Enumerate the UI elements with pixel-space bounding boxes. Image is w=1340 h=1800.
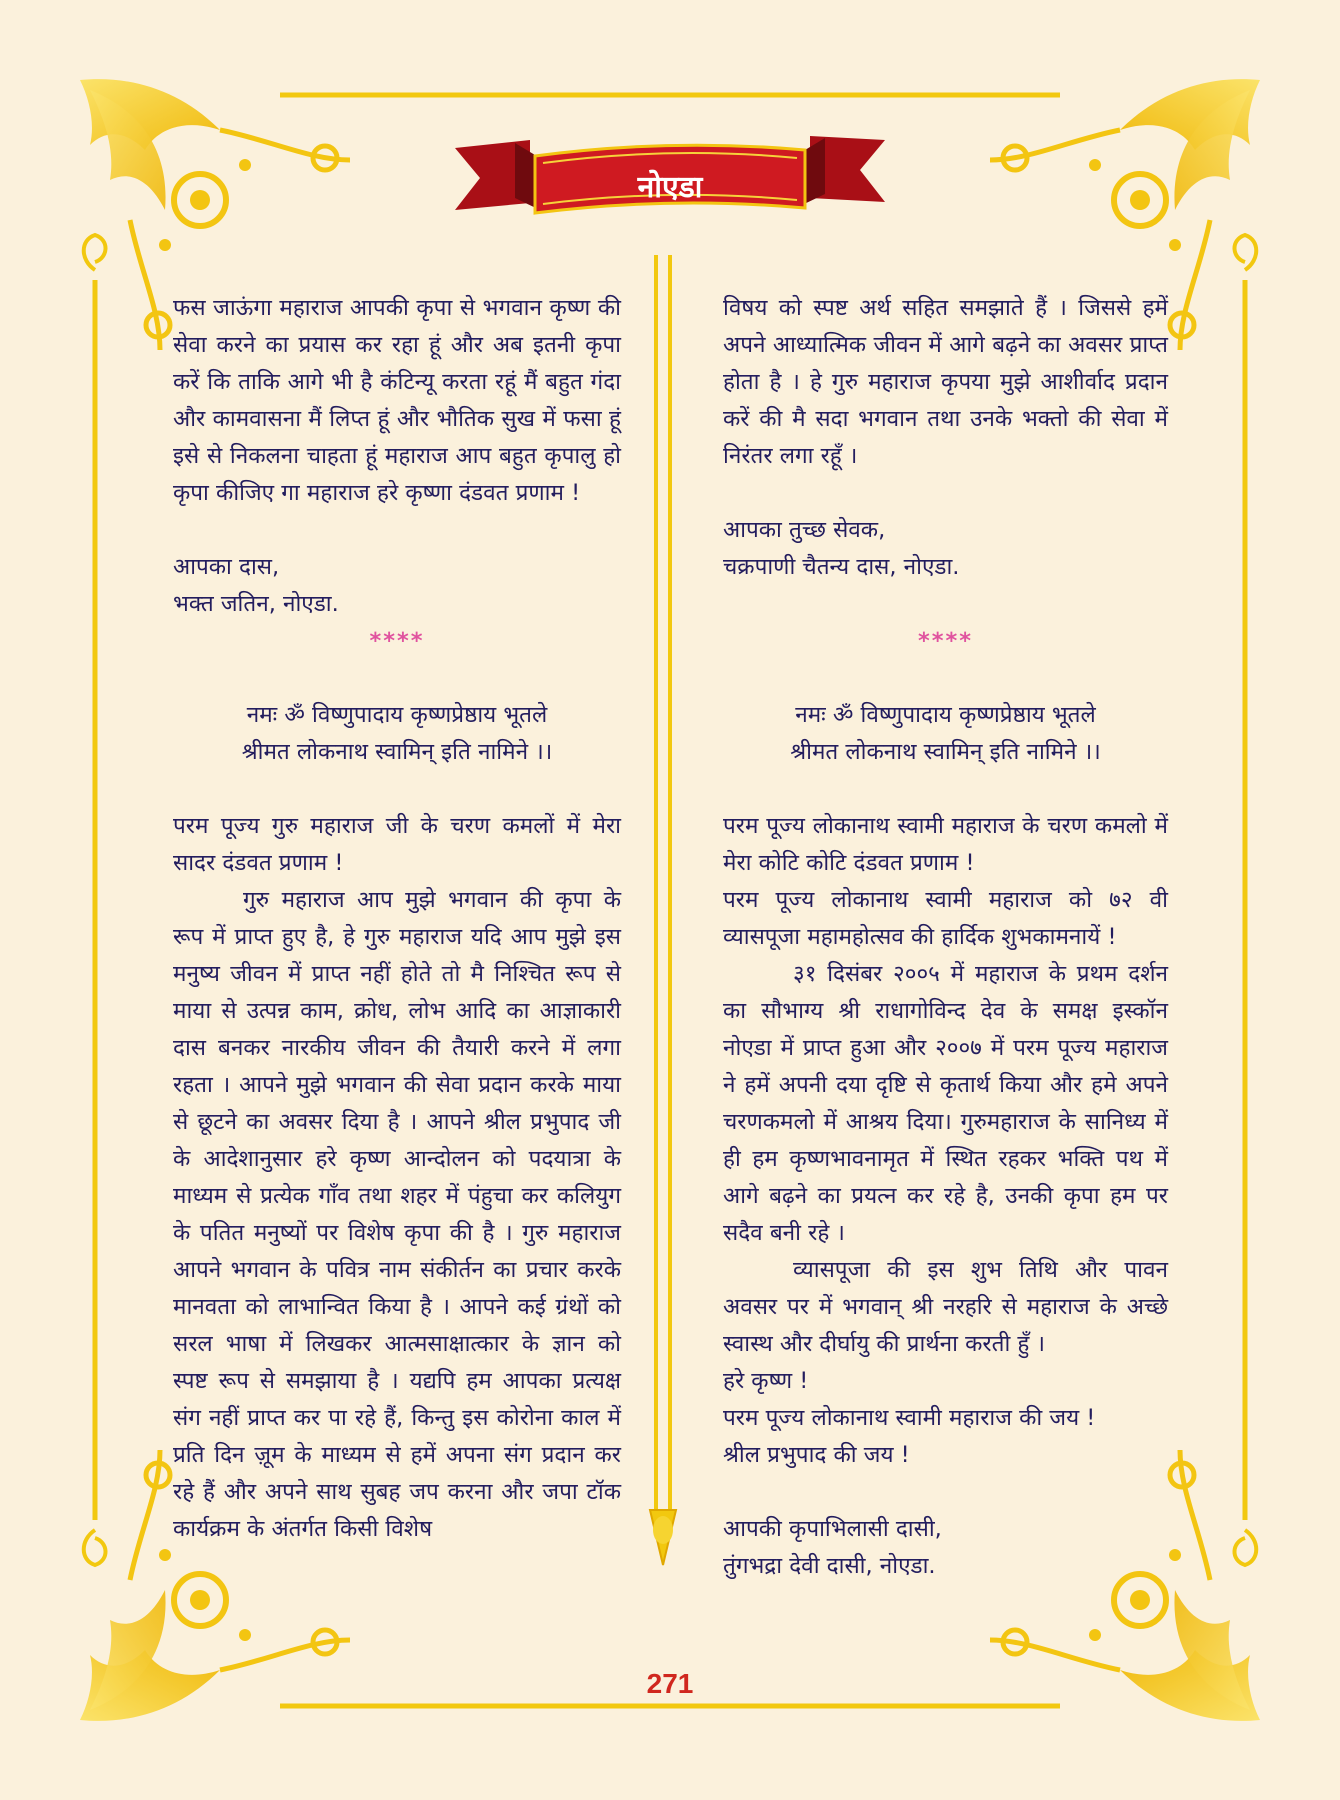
mantra-line-2: श्रीमत लोकनाथ स्वामिन् इति नामिने ।। xyxy=(241,739,553,765)
page-number: 271 xyxy=(646,1668,694,1699)
letter3-signature: तुंगभद्रा देवी दासी, नोएडा. xyxy=(723,1553,936,1579)
letter1-body: फस जाऊंगा महाराज आपकी कृपा से भगवान कृष्ण की सेवा करने का प्रयास कर रहा हूं और अब इतनी कृपा करें कि ताकि आगे भी है कंटिन्यू करता रहूं मैं बहुत गंदा और कामवासना मैं लिप्त हूं और भौतिक सुख में फसा हूं इसे से निकलना चाहता हूं महाराज आप बहुत कृपालु हो कृपा कीजिए गा महाराज हरे कृष्णा दंडवत प्रणाम ! xyxy=(173,295,621,506)
letter2-closing: आपका तुच्छ सेवक, xyxy=(723,517,886,543)
letter3-line-2: परम पूज्य लोकानाथ स्वामी महाराज को ७२ वी व्यासपूजा महामहोत्सव की हार्दिक शुभकामनायें ! xyxy=(723,887,1168,950)
separator-stars: **** xyxy=(369,628,425,654)
letter3-closing: आपकी कृपाभिलासी दासी, xyxy=(723,1516,942,1542)
letter3-jai-1: परम पूज्य लोकानाथ स्वामी महाराज की जय ! xyxy=(723,1405,1096,1431)
letter1-signature: भक्त जतिन, नोएडा. xyxy=(173,591,339,617)
letter2-signature: चक्रपाणी चैतन्य दास, नोएडा. xyxy=(723,554,960,580)
right-column xyxy=(723,290,1168,1585)
letter2-greeting: परम पूज्य गुरु महाराज जी के चरण कमलों में मेरा सादर दंडवत प्रणाम ! xyxy=(173,813,621,876)
mantra-line-2: श्रीमत लोकनाथ स्वामिन् इति नामिने ।। xyxy=(790,739,1101,765)
letter3-hare-krishna: हरे कृष्ण ! xyxy=(723,1368,809,1394)
letter3-paragraph-2: व्यासपूजा की इस शुभ तिथि और पावन अवसर पर में भगवान् श्री नरहरि से महाराज के अच्छे स्वास्थ और दीर्घायु की प्रार्थना करती हुँ । xyxy=(723,1257,1168,1357)
left-column xyxy=(173,290,621,1548)
separator-stars: **** xyxy=(917,628,974,654)
page-title: नोएडा xyxy=(637,170,703,205)
mantra-line-1: नमः ॐ विष्णुपादाय कृष्णप्रेष्ठाय भूतले xyxy=(795,702,1096,728)
letter2-continued-body: विषय को स्पष्ट अर्थ सहित समझाते हैं । जिससे हमें अपने आध्यात्मिक जीवन में आगे बढ़ने का अवसर प्राप्त होता है । हे गुरु महाराज कृपया मुझे आशीर्वाद प्रदान करें की मै सदा भगवान तथा उनके भक्तो की सेवा में निरंतर लगा रहूँ । xyxy=(723,295,1168,469)
letter1-closing: आपका दास, xyxy=(173,554,280,580)
letter3-paragraph-1: ३१ दिसंबर २००५ में महाराज के प्रथम दर्शन का सौभाग्य श्री राधागोविन्द देव के समक्ष इस्कॉन नोएडा में प्राप्त हुआ और २००७ में परम पूज्य महाराज ने हमें अपनी दया दृष्टि से कृतार्थ किया और हमे अपने चरणकमलो में आश्रय दिया। गुरुमहाराज के सानिध्य में ही हम कृष्णभावनामृत में स्थित रहकर भक्ति पथ में आगे बढ़ने का प्रयत्न कर रहे है, उनकी कृपा हम पर सदैव बनी रहे । xyxy=(723,961,1168,1246)
mantra-line-1: नमः ॐ विष्णुपादाय कृष्णप्रेष्ठाय भूतले xyxy=(246,702,548,728)
letter3-jai-2: श्रील प्रभुपाद की जय ! xyxy=(723,1442,910,1468)
letter3-line-1: परम पूज्य लोकानाथ स्वामी महाराज के चरण कमलो में मेरा कोटि कोटि दंडवत प्रणाम ! xyxy=(723,813,1168,876)
letter2-body: गुरु महाराज आप मुझे भगवान की कृपा के रूप में प्राप्त हुए है, हे गुरु महाराज यदि आप मुझे इस मनुष्य जीवन में प्राप्त नहीं होते तो मै निश्चित रूप से माया से उत्पन्न काम, क्रोध, लोभ आदि का आज्ञाकारी दास बनकर नारकीय जीवन की तैयारी करने में लगा रहता । आपने मुझे भगवान की सेवा प्रदान करके माया से छूटने का अवसर दिया है । आपने श्रील प्रभुपाद जी के आदेशानुसार हरे कृष्ण आन्दोलन को पदयात्रा के माध्यम से प्रत्येक गाँव तथा शहर में पंहुचा कर कलियुग के पतित मनुष्यों पर विशेष कृपा की है । गुरु महाराज आपने भगवान के पवित्र नाम संकीर्तन का प्रचार करके मानवता को लाभान्वित किया है । आपने कई ग्रंथों को सरल भाषा में लिखकर आत्मसाक्षात्कार के ज्ञान को स्पष्ट रूप से समझाया है । यद्यपि हम आपका प्रत्यक्ष संग नहीं प्राप्त कर पा रहे हैं, किन्तु इस कोरोना काल में प्रति दिन ज़ूम के माध्यम से हमें अपना संग प्रदान कर रहे हैं और अपने साथ सुबह जप करना और जपा टॉक कार्यक्रम के अंतर्गत किसी विशेष xyxy=(173,887,621,1542)
